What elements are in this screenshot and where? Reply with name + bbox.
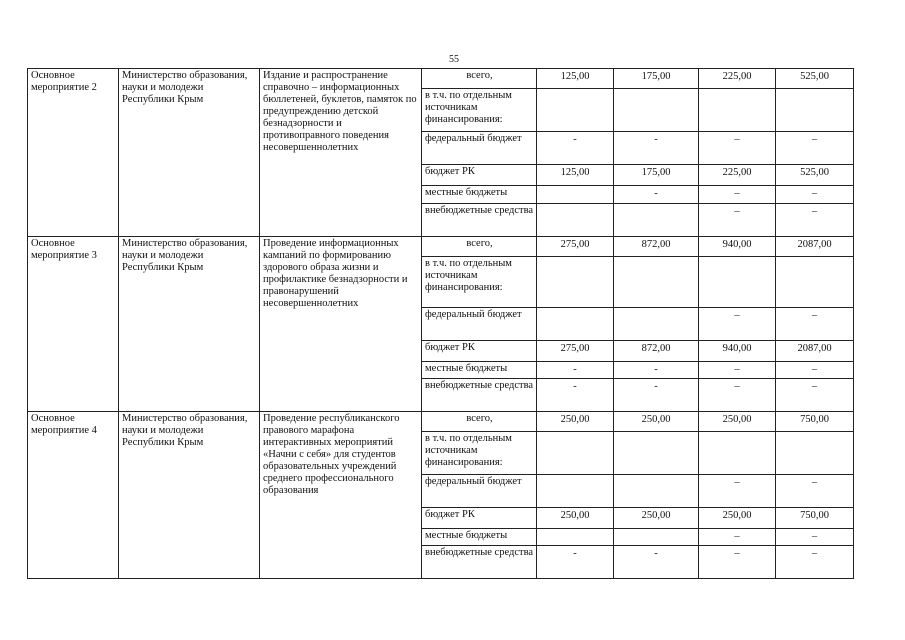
year-value-cell — [614, 475, 699, 508]
funding-table — [27, 68, 854, 579]
funding-table-body — [28, 69, 854, 579]
activity-name-cell: Основное мероприятие 4 — [28, 412, 119, 579]
description-cell: Проведение информационных кампаний по формированию здорового образа жизни и профилактике безнадзорности и правонарушений несовершеннолетних — [260, 237, 422, 412]
description-cell: Издание и распространение справочно – информационных бюллетеней, буклетов, памяток по предупреждению детской безнадзорности и противоправного поведения несовершеннолетних — [260, 69, 422, 237]
total-value-cell: 750,00 — [776, 508, 854, 529]
activity-name-cell: Основное мероприятие 3 — [28, 237, 119, 412]
total-value-cell: 2087,00 — [776, 341, 854, 362]
funding-source-cell: всего, — [422, 412, 537, 432]
year-value-cell: - — [614, 362, 699, 379]
year-value-cell — [614, 89, 699, 132]
funding-source-cell: в т.ч. по отдельным источникам финансирования: — [422, 432, 537, 475]
year-value-cell — [537, 432, 614, 475]
year-value-cell: 175,00 — [614, 165, 699, 186]
year-value-cell — [699, 89, 776, 132]
year-value-cell: 250,00 — [537, 412, 614, 432]
year-value-cell: 125,00 — [537, 165, 614, 186]
year-value-cell: – — [699, 475, 776, 508]
total-value-cell: – — [776, 308, 854, 341]
funding-source-cell: всего, — [422, 69, 537, 89]
year-value-cell: - — [614, 186, 699, 204]
year-value-cell — [699, 432, 776, 475]
year-value-cell: - — [614, 546, 699, 579]
funding-source-cell: бюджет РК — [422, 341, 537, 362]
year-value-cell: 225,00 — [699, 165, 776, 186]
year-value-cell: 940,00 — [699, 341, 776, 362]
funding-source-cell: в т.ч. по отдельным источникам финансирования: — [422, 89, 537, 132]
year-value-cell: 250,00 — [699, 412, 776, 432]
total-value-cell: 525,00 — [776, 165, 854, 186]
year-value-cell — [614, 257, 699, 308]
total-value-cell: – — [776, 186, 854, 204]
year-value-cell: - — [537, 546, 614, 579]
total-value-cell — [776, 257, 854, 308]
year-value-cell — [614, 204, 699, 237]
funding-source-cell: внебюджетные средства — [422, 204, 537, 237]
total-value-cell: – — [776, 475, 854, 508]
total-value-cell: – — [776, 204, 854, 237]
funding-source-cell: внебюджетные средства — [422, 546, 537, 579]
year-value-cell — [537, 257, 614, 308]
table-row — [28, 69, 854, 89]
funding-source-cell: федеральный бюджет — [422, 308, 537, 341]
total-value-cell: 750,00 — [776, 412, 854, 432]
year-value-cell: – — [699, 186, 776, 204]
funding-source-cell: всего, — [422, 237, 537, 257]
year-value-cell: 125,00 — [537, 69, 614, 89]
executor-cell: Министерство образования, науки и молодежи Республики Крым — [119, 69, 260, 237]
total-value-cell — [776, 432, 854, 475]
year-value-cell: – — [699, 379, 776, 412]
year-value-cell — [537, 204, 614, 237]
year-value-cell — [614, 529, 699, 546]
executor-cell: Министерство образования, науки и молодежи Республики Крым — [119, 412, 260, 579]
year-value-cell: - — [614, 132, 699, 165]
year-value-cell: 250,00 — [699, 508, 776, 529]
year-value-cell: - — [537, 379, 614, 412]
year-value-cell: 275,00 — [537, 341, 614, 362]
year-value-cell: – — [699, 546, 776, 579]
year-value-cell — [537, 529, 614, 546]
year-value-cell — [537, 186, 614, 204]
funding-source-cell: внебюджетные средства — [422, 379, 537, 412]
year-value-cell: 872,00 — [614, 237, 699, 257]
year-value-cell: - — [537, 132, 614, 165]
activity-name-cell: Основное мероприятие 2 — [28, 69, 119, 237]
year-value-cell: 940,00 — [699, 237, 776, 257]
year-value-cell: 175,00 — [614, 69, 699, 89]
year-value-cell — [537, 308, 614, 341]
total-value-cell: 2087,00 — [776, 237, 854, 257]
year-value-cell: 872,00 — [614, 341, 699, 362]
year-value-cell: 225,00 — [699, 69, 776, 89]
table-row — [28, 412, 854, 432]
year-value-cell: 275,00 — [537, 237, 614, 257]
funding-source-cell: в т.ч. по отдельным источникам финансирования: — [422, 257, 537, 308]
year-value-cell: – — [699, 529, 776, 546]
funding-source-cell: федеральный бюджет — [422, 475, 537, 508]
total-value-cell: – — [776, 132, 854, 165]
total-value-cell: 525,00 — [776, 69, 854, 89]
funding-source-cell: местные бюджеты — [422, 529, 537, 546]
funding-source-cell: местные бюджеты — [422, 186, 537, 204]
year-value-cell: – — [699, 362, 776, 379]
total-value-cell: – — [776, 529, 854, 546]
funding-source-cell: местные бюджеты — [422, 362, 537, 379]
year-value-cell: 250,00 — [614, 412, 699, 432]
year-value-cell: 250,00 — [537, 508, 614, 529]
total-value-cell: – — [776, 362, 854, 379]
year-value-cell: 250,00 — [614, 508, 699, 529]
year-value-cell: – — [699, 132, 776, 165]
total-value-cell: – — [776, 379, 854, 412]
executor-cell: Министерство образования, науки и молодежи Республики Крым — [119, 237, 260, 412]
year-value-cell: - — [614, 379, 699, 412]
year-value-cell — [537, 475, 614, 508]
year-value-cell — [614, 432, 699, 475]
year-value-cell — [614, 308, 699, 341]
year-value-cell: – — [699, 308, 776, 341]
total-value-cell: – — [776, 546, 854, 579]
year-value-cell — [699, 257, 776, 308]
year-value-cell: – — [699, 204, 776, 237]
funding-source-cell: бюджет РК — [422, 508, 537, 529]
page-number: 55 — [449, 54, 459, 65]
table-row — [28, 237, 854, 257]
funding-source-cell: бюджет РК — [422, 165, 537, 186]
total-value-cell — [776, 89, 854, 132]
year-value-cell: - — [537, 362, 614, 379]
funding-source-cell: федеральный бюджет — [422, 132, 537, 165]
year-value-cell — [537, 89, 614, 132]
description-cell: Проведение республиканского правового марафона интерактивных мероприятий «Начни с себя» для студентов образовательных учреждений среднего профессионального образования — [260, 412, 422, 579]
